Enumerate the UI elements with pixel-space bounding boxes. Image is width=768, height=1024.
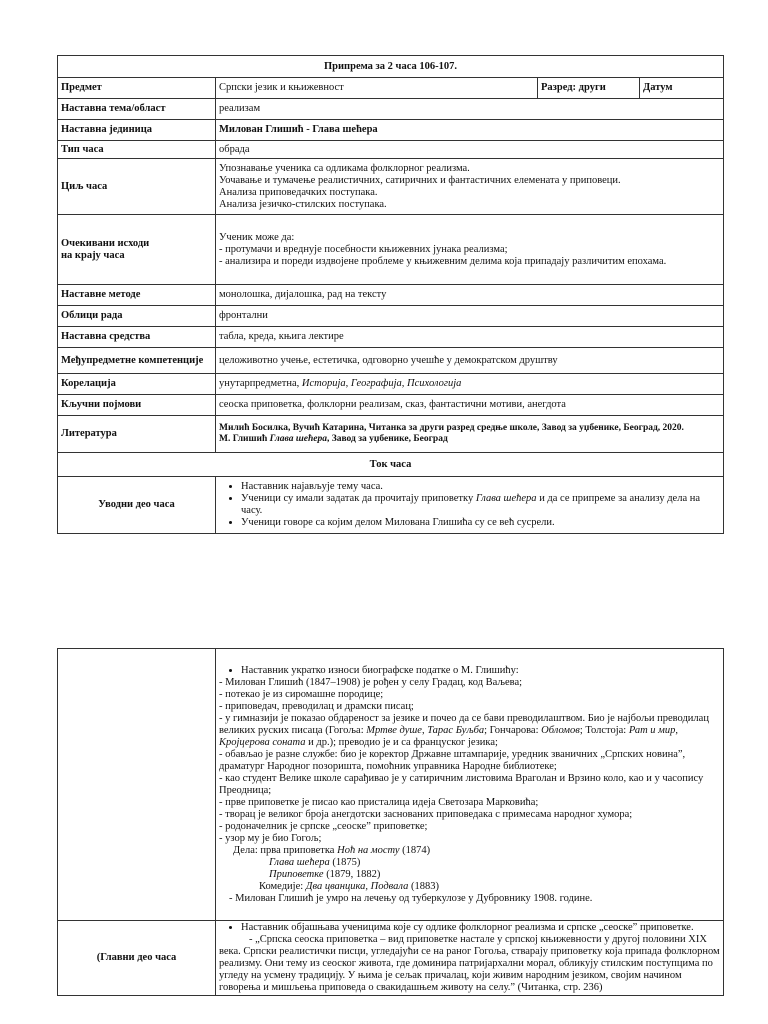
- outcome-line: Ученик може да:: [219, 231, 295, 243]
- topic-value: реализам: [216, 99, 724, 120]
- bio-line: - потекао је из сиромашне породице;: [219, 688, 384, 700]
- bio-line: - као студент Велике школе сарађивао је у сатиричним листовима Враголан и Врзино коло, као и у часопису Преодница;: [219, 772, 704, 796]
- works-title: Ноћ на мосту: [337, 844, 400, 856]
- bio-line: - Милован Глишић (1847–1908) је рођен у селу Градац, код Ваљева;: [219, 676, 523, 688]
- goal-value: [216, 159, 724, 215]
- bio-line: - обављао је разне службе: био је коректор Државне штампарије, уредник званичних „Српских новина”, драматург Народног позоришта, помоћник управника Народне библиотеке;: [219, 748, 686, 772]
- methods-label: Наставне методе: [58, 285, 216, 306]
- bio-work: Обломов: [541, 724, 580, 736]
- works-line: [219, 869, 720, 881]
- methods-value: монолошка, дијалошка, рад на тексту: [216, 285, 724, 306]
- bio-text: ,: [675, 724, 679, 736]
- bio-work: Тарас Буљба: [427, 724, 485, 736]
- bio-text: Толстоја:: [585, 724, 629, 736]
- bio-text: ; Гончарова:: [484, 724, 542, 736]
- main-part-label: (Главни део часа: [58, 921, 216, 996]
- bio-list: [219, 665, 720, 677]
- goal-line: Упознавање ученика са одликама фолклорног реализма.: [219, 162, 470, 174]
- works-title: Два цванцика, Подвала: [305, 880, 409, 892]
- lesson-flow-title: Ток часа: [58, 453, 724, 477]
- intro-item: • Наставник најављује тему часа.: [241, 481, 720, 493]
- outcomes-value: [216, 215, 724, 285]
- outcome-line: - анализира и пореди издвојене проблеме у књижевним делима која припадају различитим епохама.: [219, 255, 667, 267]
- intro-list: [219, 481, 720, 529]
- bio-line: [219, 713, 720, 749]
- date-label: Датум: [640, 78, 724, 99]
- bio-text: ;: [579, 724, 583, 736]
- main-list: [219, 922, 720, 934]
- document-title: Припрема за 2 часа 106-107.: [58, 56, 724, 78]
- bio-line: - приповедач, преводилац и драмски писац;: [219, 700, 414, 712]
- goal-line: Анализа језичко-стилских поступака.: [219, 198, 387, 210]
- unit-label: Наставна јединица: [58, 120, 216, 141]
- intro-content: [216, 477, 724, 534]
- works-text: (1875): [329, 856, 361, 868]
- works-line: [219, 845, 720, 857]
- literature-title: Глава шећера: [269, 434, 327, 444]
- goal-line: Анализа приповедачких поступака.: [219, 186, 378, 198]
- intro-item: [241, 493, 720, 517]
- literature-publisher: , Завод за уџбенике, Београд: [326, 434, 448, 444]
- literature-author: М. Глишић: [219, 434, 270, 444]
- outcomes-label-line: на крају часа: [61, 249, 125, 261]
- intro-item-work: Глава шећера: [475, 493, 537, 504]
- intro-item-text: Ученици су имали задатак да прочитају приповетку: [241, 493, 476, 504]
- work-forms-value: фронтални: [216, 306, 724, 327]
- subject-label: Предмет: [58, 78, 216, 99]
- bio-work: Мртве душе: [366, 724, 422, 736]
- keywords-label: Кључни појмови: [58, 395, 216, 416]
- outcomes-label-line: Очекивани исходи: [61, 237, 150, 249]
- works-text: (1874): [399, 844, 431, 856]
- topic-label: Наставна тема/област: [58, 99, 216, 120]
- works-text: Дела: прва приповетка: [233, 844, 338, 856]
- bio-line: - узор му је био Гогољ;: [219, 832, 322, 844]
- bio-work: Рат и мир: [628, 724, 676, 736]
- works-title: Приповетке: [269, 868, 324, 880]
- intro-item-text: и да се припреме за анализу дела на часу.: [241, 493, 701, 516]
- competences-label: Међупредметне компетенције: [58, 348, 216, 374]
- bio-label-cell: [58, 649, 216, 921]
- works-title: Глава шећера: [269, 856, 330, 868]
- lesson-type-label: Тип часа: [58, 141, 216, 159]
- outcomes-label: [58, 215, 216, 285]
- bio-line: - творац је великог броја анегдотски заснованих приповедака с примесама народног хумора;: [219, 808, 633, 820]
- intro-label: Уводни део часа: [58, 477, 216, 534]
- teaching-aids-label: Наставна средства: [58, 327, 216, 348]
- bio-text: ,: [421, 724, 428, 736]
- correlation-subjects: Историја, Географија, Психологија: [301, 378, 462, 389]
- bio-line: - прве приповетке је писао као присталица идеја Светозара Марковића;: [219, 796, 539, 808]
- intro-item: • Ученици говоре са којим делом Милована Глишића су се већ сусрели.: [241, 517, 720, 529]
- lesson-type-value: обрада: [216, 141, 724, 159]
- unit-value: Милован Глишић - Глава шећера: [216, 120, 724, 141]
- literature-line: Милић Босилка, Вучић Катарина, Читанка за други разред средње школе, Завод за уџбенике, Београд, 2020.: [219, 423, 684, 433]
- works-text: Комедије:: [259, 880, 306, 892]
- bio-bullet: • Наставник укратко износи биографске податке о М. Глишићу:: [241, 665, 720, 677]
- correlation-label: Корелација: [58, 374, 216, 395]
- work-forms-label: Облици рада: [58, 306, 216, 327]
- goal-label: Циљ часа: [58, 159, 216, 215]
- goal-line: Уочавање и тумачење реалистичних, сатиричних и фантастичних елемената у приповеци.: [219, 174, 621, 186]
- main-part-content: [216, 921, 724, 996]
- correlation-value: [216, 374, 724, 395]
- bio-text: и др.); преводио је и са француског језика;: [305, 736, 498, 748]
- literature-line: [219, 434, 720, 445]
- works-line: [219, 881, 720, 893]
- subject-value: Српски језик и књижевност: [216, 78, 538, 99]
- bio-line: - Милован Глишић је умро на лечењу од туберкулозе у Дубровнику 1908. године.: [229, 892, 593, 904]
- lesson-plan-grid: [57, 55, 724, 534]
- works-text: (1879, 1882): [323, 868, 381, 880]
- competences-value: целоживотно учење, естетичка, одговорно учешће у демократском друштву: [216, 348, 724, 374]
- lesson-plan-continuation: [57, 648, 723, 996]
- bio-text: - у гимназији је показао обдареност за језике и почео да се бави преводилаштвом. Био је најбољи преводилац великих руских писаца (Гогоља:: [219, 712, 709, 736]
- literature-label: Литература: [58, 416, 216, 453]
- literature-value: [216, 416, 724, 453]
- lesson-plan-table: [57, 55, 723, 534]
- teaching-aids-value: табла, креда, књига лектире: [216, 327, 724, 348]
- bio-work: Крojцерова соната: [219, 736, 306, 748]
- main-bullet: • Наставник објашњава ученицима које су одлике фолклорног реализма и српске „сеоске” приповетке.: [241, 922, 720, 934]
- works-text: (1883): [408, 880, 439, 892]
- lesson-continuation-grid: [57, 648, 724, 996]
- grade-label: Разред: други: [538, 78, 640, 99]
- outcome-line: - протумачи и вреднује посебности књижевних јунака реализма;: [219, 243, 508, 255]
- bio-content: [216, 649, 724, 921]
- works-line: [219, 857, 720, 869]
- bio-line: - родоначелник је српске „сеоске” приповетке;: [219, 820, 428, 832]
- correlation-prefix: унутарпредметна,: [219, 378, 302, 389]
- keywords-value: сеоска приповетка, фолклорни реализам, сказ, фантастични мотиви, анегдота: [216, 395, 724, 416]
- main-paragraph: - „Српска сеоска приповетка – вид приповетке настале у српској књижевности у другој половини XIX века. Српски реалистички писци, угледајући се на раног Гогоља, стварају приповетку која припада фолклорном реализму. Они тему из сеоског живота, где доминира патријархални морал, обликују стилским поступцима по угледу на усмену традицију. У њима је сељак причалац, који живим народним језиком, својим начином говорења и мишљења приповеда о свакидашњем животу на селу.” (Читанка, стр. 236): [219, 934, 720, 993]
